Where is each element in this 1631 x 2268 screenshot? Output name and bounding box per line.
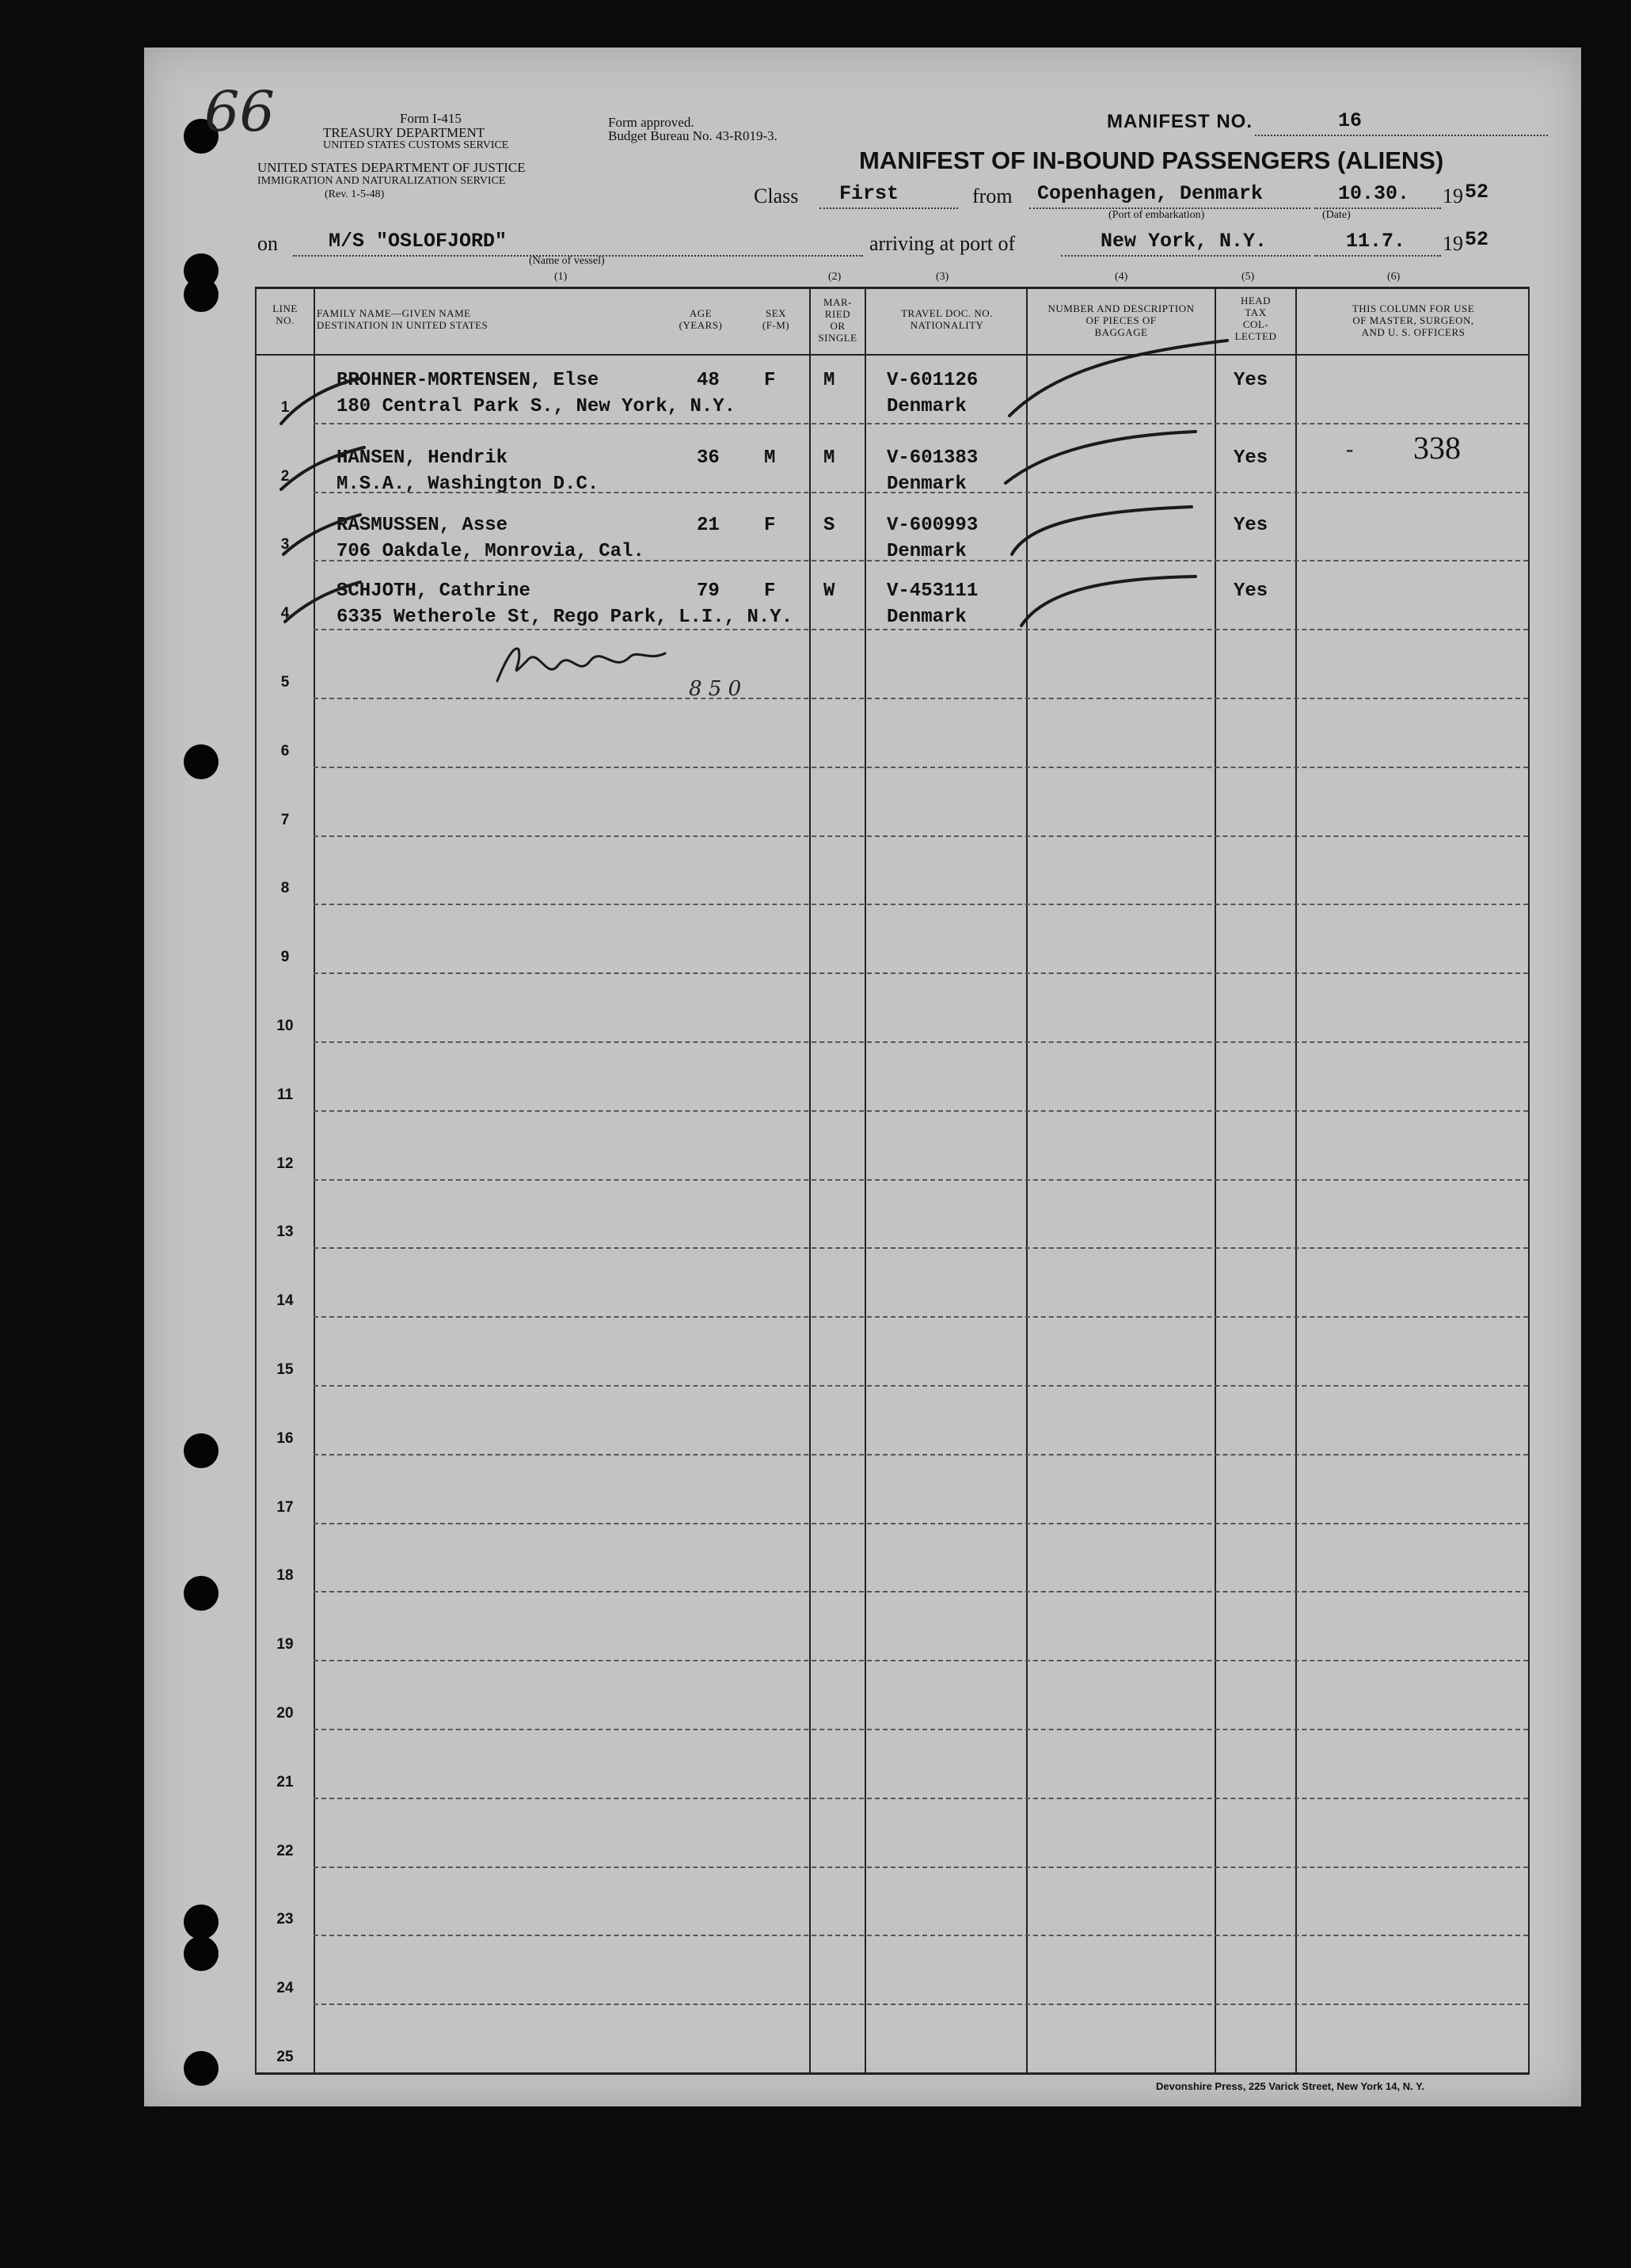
passenger-nationality: Denmark	[887, 396, 967, 417]
arriving-label: arriving at port of	[869, 232, 1016, 255]
passenger-marital: M	[823, 370, 835, 391]
row-number: 21	[276, 1774, 294, 1790]
port-caption: (Port of embarkation)	[1108, 209, 1205, 221]
passenger-head-tax: Yes	[1234, 580, 1268, 602]
binder-hole	[184, 1433, 219, 1468]
row-number: 19	[276, 1636, 294, 1653]
passenger-head-tax: Yes	[1234, 515, 1268, 536]
row-rule	[314, 1935, 1528, 1936]
passenger-sex: M	[764, 447, 776, 469]
passenger-destination: M.S.A., Washington D.C.	[336, 474, 599, 495]
passenger-doc-no: V-601383	[887, 447, 979, 469]
header-married: MAR- RIED OR SINGLE	[818, 296, 857, 344]
row-number: 3	[280, 536, 290, 553]
table-right-border	[1528, 287, 1530, 2074]
budget-bureau: Budget Bureau No. 43-R019-3.	[608, 128, 777, 143]
row-number: 23	[276, 1911, 294, 1927]
row-rule	[314, 1179, 1528, 1181]
manifest-no-value: 16	[1338, 109, 1363, 132]
justice-dept: UNITED STATES DEPARTMENT OF JUSTICE	[257, 160, 526, 175]
col-number: (1)	[554, 271, 568, 283]
col-number: (6)	[1387, 271, 1401, 283]
row-number: 12	[276, 1155, 294, 1172]
vessel-caption: (Name of vessel)	[529, 255, 605, 267]
row-number: 11	[276, 1086, 294, 1103]
passenger-age: 48	[697, 370, 720, 391]
row-number: 1	[280, 399, 290, 416]
row-rule	[314, 972, 1528, 974]
class-rule	[819, 207, 958, 209]
header-line-no: LINE NO.	[272, 303, 298, 326]
passenger-doc-no: V-453111	[887, 580, 979, 602]
row-rule	[314, 904, 1528, 905]
row-number: 8	[280, 880, 290, 896]
arrival-port-rule	[1061, 255, 1310, 257]
row-number: 15	[276, 1361, 294, 1378]
header-sex: SEX (F-M)	[762, 307, 790, 331]
passenger-name: BROHNER-MORTENSEN, Else	[336, 370, 599, 391]
customs-service: UNITED STATES CUSTOMS SERVICE	[323, 139, 509, 151]
row-number: 7	[280, 812, 290, 828]
table-left-border	[255, 287, 257, 2074]
row-rule	[314, 698, 1528, 699]
class-label: Class	[754, 185, 799, 207]
embarkation-year: 52	[1465, 181, 1489, 204]
manifest-no-label: MANIFEST NO.	[1107, 111, 1253, 132]
row-number: 24	[276, 1980, 294, 1996]
col-number: (4)	[1115, 271, 1128, 283]
arrival-port: New York, N.Y.	[1101, 230, 1268, 253]
row-number: 17	[276, 1499, 294, 1516]
col-number: (3)	[936, 271, 949, 283]
row-rule	[314, 1729, 1528, 1730]
passenger-name: SCHJOTH, Cathrine	[336, 580, 530, 602]
col-number: (5)	[1241, 271, 1255, 283]
binder-hole	[184, 1905, 219, 1939]
passenger-doc-no: V-601126	[887, 370, 979, 391]
passenger-sex: F	[764, 515, 776, 536]
port-of-embarkation: Copenhagen, Denmark	[1037, 182, 1264, 205]
embarkation-date: 10.30.	[1338, 182, 1410, 205]
binder-hole	[184, 277, 219, 312]
arrival-date: 11.7.	[1346, 230, 1406, 253]
passenger-sex: F	[764, 580, 776, 602]
manifest-no-rule	[1255, 135, 1548, 136]
row-number: 14	[276, 1292, 294, 1309]
row-rule	[314, 1454, 1528, 1456]
passenger-name: RASMUSSEN, Asse	[336, 515, 508, 536]
passenger-marital: W	[823, 580, 835, 602]
signature-note: 8 5 0	[689, 677, 742, 701]
row-number: 5	[280, 674, 290, 691]
row-rule	[314, 1316, 1528, 1318]
corner-note: 66	[204, 79, 276, 144]
row-rule	[314, 1523, 1528, 1524]
from-label: from	[972, 185, 1013, 207]
row-number: 22	[276, 1843, 294, 1859]
arrival-date-rule	[1314, 255, 1441, 257]
passenger-nationality: Denmark	[887, 607, 967, 628]
arrival-year-prefix: 19	[1443, 232, 1463, 255]
passenger-nationality: Denmark	[887, 541, 967, 562]
row-rule	[314, 1591, 1528, 1593]
row-number: 4	[280, 605, 290, 622]
on-label: on	[257, 232, 278, 255]
passenger-age: 79	[697, 580, 720, 602]
header-bottom-border	[255, 354, 1530, 356]
passenger-age: 21	[697, 515, 720, 536]
header-baggage: NUMBER AND DESCRIPTION OF PIECES OF BAGGAGE	[1047, 303, 1195, 338]
row-number: 18	[276, 1567, 294, 1584]
manifest-title: MANIFEST OF IN-BOUND PASSENGERS (ALIENS)	[859, 147, 1444, 174]
row-number: 13	[276, 1223, 294, 1240]
form-approved: Form approved.	[608, 115, 694, 130]
row-rule	[314, 1385, 1528, 1387]
row-rule	[314, 835, 1528, 837]
officer-dash: -	[1346, 437, 1354, 462]
row-number: 20	[276, 1705, 294, 1722]
passenger-sex: F	[764, 370, 776, 391]
passenger-nationality: Denmark	[887, 474, 967, 495]
ins-service: IMMIGRATION AND NATURALIZATION SERVICE	[257, 175, 506, 187]
class-value: First	[839, 182, 899, 205]
header-age: AGE (YEARS)	[679, 307, 723, 331]
row-rule	[314, 1798, 1528, 1799]
passenger-destination: 6335 Wetherole St, Rego Park, L.I., N.Y.	[336, 607, 793, 628]
passenger-head-tax: Yes	[1234, 447, 1268, 469]
arrival-year: 52	[1465, 228, 1489, 251]
form-revision: (Rev. 1-5-48)	[325, 188, 385, 200]
row-rule	[314, 1867, 1528, 1868]
row-rule	[314, 1247, 1528, 1249]
row-number: 2	[280, 468, 290, 485]
header-head-tax: HEAD TAX COL- LECTED	[1234, 295, 1277, 342]
col-number: (2)	[828, 271, 842, 283]
row-number: 6	[280, 743, 290, 759]
row-rule	[314, 1110, 1528, 1112]
binder-hole	[184, 1576, 219, 1611]
officer-note: 338	[1413, 430, 1461, 466]
table-bottom-border	[255, 2072, 1530, 2075]
passenger-doc-no: V-600993	[887, 515, 979, 536]
passenger-destination: 706 Oakdale, Monrovia, Cal.	[336, 541, 644, 562]
passenger-marital: M	[823, 447, 835, 469]
passenger-name: HANSEN, Hendrik	[336, 447, 508, 469]
embarkation-year-prefix: 19	[1443, 185, 1463, 207]
date-caption: (Date)	[1322, 209, 1351, 221]
binder-hole	[184, 1936, 219, 1971]
row-rule	[314, 629, 1528, 630]
header-travel-doc: TRAVEL DOC. NO. NATIONALITY	[901, 307, 993, 331]
row-number: 10	[276, 1018, 294, 1034]
passenger-age: 36	[697, 447, 720, 469]
passenger-destination: 180 Central Park S., New York, N.Y.	[336, 396, 736, 417]
row-rule	[314, 767, 1528, 768]
treasury-dept: TREASURY DEPARTMENT	[323, 125, 485, 140]
row-number: 25	[276, 2049, 294, 2065]
header-officers: THIS COLUMN FOR USE OF MASTER, SURGEON, AND U. S. OFFICERS	[1352, 303, 1475, 338]
row-rule	[314, 2004, 1528, 2005]
vessel-name: M/S "OSLOFJORD"	[329, 230, 508, 253]
row-rule	[314, 423, 1528, 424]
row-number: 16	[276, 1430, 294, 1447]
table-top-border	[255, 287, 1530, 289]
passenger-marital: S	[823, 515, 835, 536]
passenger-head-tax: Yes	[1234, 370, 1268, 391]
row-rule	[314, 1660, 1528, 1661]
printer-credit: Devonshire Press, 225 Varick Street, New York 14, N. Y.	[1156, 2080, 1424, 2092]
row-rule	[314, 1041, 1528, 1043]
binder-hole	[184, 2051, 219, 2086]
binder-hole	[184, 744, 219, 779]
header-name: FAMILY NAME—GIVEN NAME DESTINATION IN UNITED STATES	[317, 307, 489, 331]
form-number: Form I-415	[400, 111, 462, 126]
row-number: 9	[280, 949, 290, 965]
